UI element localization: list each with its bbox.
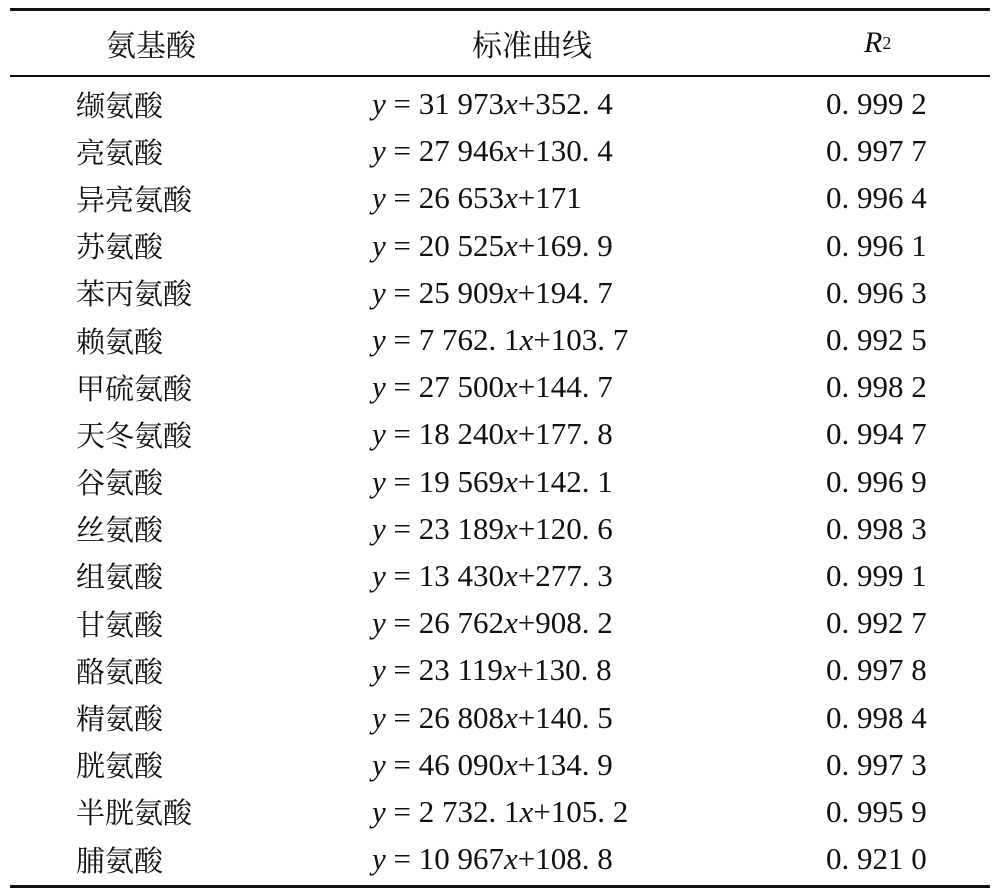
equation-slope: = 7 762. 1 bbox=[385, 322, 520, 358]
equation-intercept: +108. 8 bbox=[517, 841, 613, 877]
equation-x-variable: x bbox=[504, 274, 518, 310]
equation-y-variable: y bbox=[372, 652, 386, 688]
r-squared-value: 0. 996 3 bbox=[826, 274, 927, 310]
equation-x-variable: x bbox=[504, 463, 518, 499]
equation-slope: = 26 653 bbox=[385, 180, 504, 216]
equation-slope: = 2 732. 1 bbox=[385, 793, 520, 829]
equation-y-variable: y bbox=[372, 699, 386, 735]
equation-y-variable: y bbox=[372, 510, 386, 546]
amino-acid-name: 天冬氨酸 bbox=[76, 418, 193, 453]
equation-y-variable: y bbox=[372, 416, 386, 452]
equation-slope: = 20 525 bbox=[385, 227, 504, 263]
standard-curve-equation bbox=[372, 505, 613, 552]
amino-acid-name: 精氨酸 bbox=[76, 702, 164, 737]
table-row bbox=[10, 647, 990, 694]
equation-x-variable: x bbox=[519, 322, 534, 358]
equation-x-variable: x bbox=[504, 227, 518, 263]
equation-intercept: +171 bbox=[517, 180, 582, 216]
equation-slope: = 10 967 bbox=[385, 841, 504, 877]
table-row bbox=[10, 788, 990, 835]
equation-intercept: +908. 2 bbox=[517, 605, 613, 641]
header-r-squared: R 2 bbox=[864, 26, 892, 59]
equation-y-variable: y bbox=[372, 841, 386, 877]
r-squared-value: 0. 998 3 bbox=[826, 510, 927, 546]
equation-intercept: +352. 4 bbox=[517, 86, 613, 122]
standard-curve-equation bbox=[372, 269, 613, 316]
equation-y-variable: y bbox=[372, 133, 386, 169]
table-row bbox=[10, 128, 990, 175]
table-row bbox=[10, 316, 990, 363]
amino-acid-name: 酪氨酸 bbox=[76, 654, 164, 689]
standard-curve-equation bbox=[372, 836, 613, 883]
amino-acid-name: 亮氨酸 bbox=[76, 135, 164, 170]
equation-slope: = 46 090 bbox=[385, 746, 504, 782]
equation-intercept: +144. 7 bbox=[517, 369, 613, 405]
equation-x-variable: x bbox=[504, 86, 518, 122]
standard-curve-equation bbox=[372, 81, 613, 128]
r-squared-value: 0. 994 7 bbox=[826, 416, 927, 452]
amino-acid-name: 谷氨酸 bbox=[76, 466, 164, 501]
equation-intercept: +105. 2 bbox=[533, 793, 629, 829]
standard-curve-equation bbox=[372, 222, 613, 269]
equation-intercept: +103. 7 bbox=[533, 322, 629, 358]
standard-curve-equation bbox=[372, 647, 612, 694]
table-bottom-rule bbox=[10, 885, 990, 888]
equation-slope: = 27 500 bbox=[385, 369, 504, 405]
table-row bbox=[10, 600, 990, 647]
equation-y-variable: y bbox=[372, 322, 386, 358]
equation-intercept: +120. 6 bbox=[517, 510, 613, 546]
equation-x-variable: x bbox=[504, 416, 518, 452]
equation-intercept: +130. 4 bbox=[517, 133, 613, 169]
amino-acid-name: 半胱氨酸 bbox=[76, 796, 193, 831]
equation-y-variable: y bbox=[372, 86, 386, 122]
equation-x-variable: x bbox=[504, 699, 518, 735]
equation-y-variable: y bbox=[372, 227, 386, 263]
equation-y-variable: y bbox=[372, 463, 386, 499]
table-body bbox=[10, 77, 990, 885]
equation-x-variable: x bbox=[519, 793, 534, 829]
r-squared-value: 0. 992 7 bbox=[826, 605, 927, 641]
table-row bbox=[10, 458, 990, 505]
standard-curve-equation bbox=[372, 741, 613, 788]
table-row bbox=[10, 694, 990, 741]
header-standard-curve: 标准曲线 bbox=[472, 29, 592, 64]
table-row bbox=[10, 411, 990, 458]
amino-acid-name: 苏氨酸 bbox=[76, 230, 164, 265]
header-r-letter: R bbox=[864, 26, 883, 59]
r-squared-value: 0. 997 7 bbox=[826, 133, 927, 169]
amino-acid-name: 缬氨酸 bbox=[76, 88, 164, 123]
header-amino-acid: 氨基酸 bbox=[106, 29, 196, 64]
r-squared-value: 0. 999 2 bbox=[826, 86, 927, 122]
equation-intercept: +130. 8 bbox=[516, 652, 612, 688]
equation-slope: = 27 946 bbox=[385, 133, 504, 169]
equation-x-variable: x bbox=[504, 746, 518, 782]
amino-acid-name: 赖氨酸 bbox=[76, 324, 164, 359]
standard-curve-equation bbox=[372, 316, 628, 363]
equation-intercept: +142. 1 bbox=[517, 463, 613, 499]
table-row bbox=[10, 81, 990, 128]
equation-y-variable: y bbox=[372, 793, 386, 829]
standard-curve-equation bbox=[372, 600, 613, 647]
r-squared-value: 0. 999 1 bbox=[826, 557, 927, 593]
r-squared-value: 0. 998 4 bbox=[826, 699, 927, 735]
amino-acid-name: 甲硫氨酸 bbox=[76, 371, 193, 406]
equation-intercept: +169. 9 bbox=[517, 227, 613, 263]
standard-curve-equation bbox=[372, 128, 613, 175]
equation-intercept: +177. 8 bbox=[517, 416, 613, 452]
equation-intercept: +140. 5 bbox=[517, 699, 613, 735]
table-row bbox=[10, 222, 990, 269]
equation-slope: = 26 808 bbox=[385, 699, 504, 735]
equation-slope: = 19 569 bbox=[385, 463, 504, 499]
standard-curve-equation bbox=[372, 788, 628, 835]
equation-slope: = 23 119 bbox=[385, 652, 503, 688]
amino-acid-name: 甘氨酸 bbox=[76, 607, 164, 642]
equation-x-variable: x bbox=[502, 652, 517, 688]
equation-y-variable: y bbox=[372, 557, 386, 593]
equation-intercept: +194. 7 bbox=[517, 274, 613, 310]
table-header-row bbox=[10, 11, 990, 75]
table-row bbox=[10, 552, 990, 599]
equation-x-variable: x bbox=[504, 133, 518, 169]
equation-y-variable: y bbox=[372, 180, 386, 216]
equation-x-variable: x bbox=[504, 180, 518, 216]
table-row bbox=[10, 741, 990, 788]
r-squared-value: 0. 921 0 bbox=[826, 841, 927, 877]
equation-x-variable: x bbox=[504, 557, 518, 593]
equation-slope: = 31 973 bbox=[385, 86, 504, 122]
r-squared-value: 0. 995 9 bbox=[826, 793, 927, 829]
standard-curve-equation bbox=[372, 552, 613, 599]
amino-acid-name: 脯氨酸 bbox=[76, 843, 164, 878]
r-squared-value: 0. 996 1 bbox=[826, 227, 927, 263]
amino-acid-name: 苯丙氨酸 bbox=[76, 277, 193, 312]
amino-acid-name: 胱氨酸 bbox=[76, 749, 164, 784]
equation-x-variable: x bbox=[504, 510, 518, 546]
equation-y-variable: y bbox=[372, 605, 386, 641]
standard-curve-equation bbox=[372, 458, 613, 505]
r-squared-value: 0. 998 2 bbox=[826, 369, 927, 405]
equation-x-variable: x bbox=[504, 605, 518, 641]
r-squared-value: 0. 996 4 bbox=[826, 180, 927, 216]
standard-curve-table bbox=[10, 8, 990, 888]
equation-slope: = 18 240 bbox=[385, 416, 504, 452]
table-row bbox=[10, 175, 990, 222]
standard-curve-equation bbox=[372, 411, 613, 458]
equation-intercept: +134. 9 bbox=[517, 746, 613, 782]
equation-slope: = 23 189 bbox=[385, 510, 504, 546]
equation-x-variable: x bbox=[504, 369, 518, 405]
equation-slope: = 25 909 bbox=[385, 274, 504, 310]
standard-curve-equation bbox=[372, 175, 582, 222]
table-row bbox=[10, 836, 990, 883]
equation-y-variable: y bbox=[372, 746, 386, 782]
r-squared-value: 0. 996 9 bbox=[826, 463, 927, 499]
amino-acid-name: 丝氨酸 bbox=[76, 513, 164, 548]
r-squared-value: 0. 992 5 bbox=[826, 322, 927, 358]
equation-intercept: +277. 3 bbox=[517, 557, 613, 593]
r-squared-value: 0. 997 3 bbox=[826, 746, 927, 782]
equation-y-variable: y bbox=[372, 274, 386, 310]
amino-acid-name: 组氨酸 bbox=[76, 560, 164, 595]
equation-slope: = 13 430 bbox=[385, 557, 504, 593]
table-row bbox=[10, 505, 990, 552]
standard-curve-equation bbox=[372, 364, 613, 411]
standard-curve-equation bbox=[372, 694, 613, 741]
amino-acid-name: 异亮氨酸 bbox=[76, 182, 193, 217]
table-row bbox=[10, 269, 990, 316]
equation-y-variable: y bbox=[372, 369, 386, 405]
equation-slope: = 26 762 bbox=[385, 605, 504, 641]
r-squared-value: 0. 997 8 bbox=[826, 652, 927, 688]
equation-x-variable: x bbox=[504, 841, 518, 877]
table-row bbox=[10, 364, 990, 411]
